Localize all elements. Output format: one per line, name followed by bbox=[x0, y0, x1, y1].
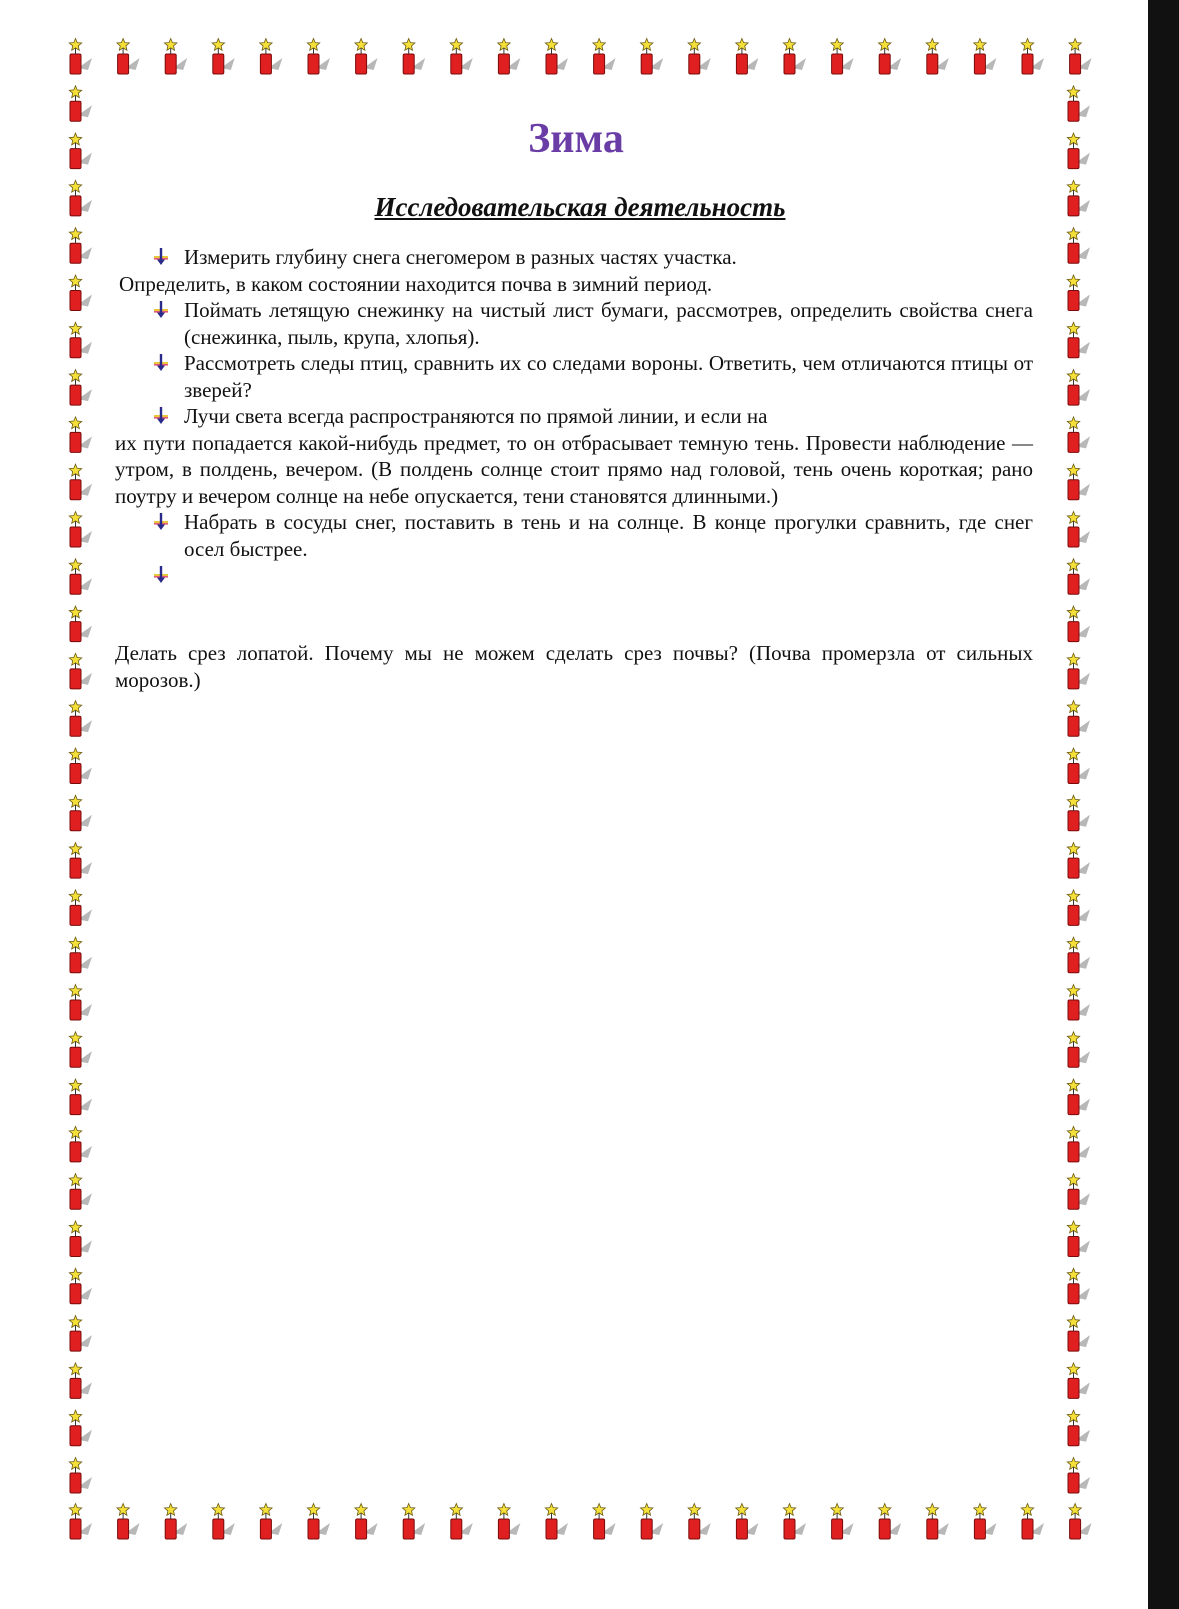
list-item: Поймать летящую снежинку на чистый лист бумаги, рассмотрев, определить свойства снега (снежинка, пыль, крупа, хлопья). bbox=[115, 297, 1033, 350]
firecracker-icon bbox=[974, 1504, 997, 1540]
firecracker-icon bbox=[69, 1079, 92, 1115]
arrow-bullet-icon bbox=[152, 248, 170, 266]
list-item: Рассмотреть следы птиц, сравнить их со следами вороны. Ответить, чем отличаются птицы от зверей? bbox=[115, 350, 1033, 403]
firecracker-icon bbox=[1067, 86, 1090, 122]
firecracker-icon bbox=[69, 653, 92, 689]
firecracker-icon bbox=[1067, 464, 1090, 500]
firecracker-icon bbox=[736, 39, 759, 75]
firecracker-icon bbox=[69, 985, 92, 1021]
firecracker-icon bbox=[212, 1504, 235, 1540]
firecracker-icon bbox=[1067, 417, 1090, 453]
firecracker-icon bbox=[1067, 748, 1090, 784]
firecracker-icon bbox=[1067, 795, 1090, 831]
firecracker-icon bbox=[69, 133, 92, 169]
firecracker-icon bbox=[1067, 1079, 1090, 1115]
firecracker-icon bbox=[783, 1504, 806, 1540]
firecracker-icon bbox=[879, 1504, 902, 1540]
firecracker-icon bbox=[69, 322, 92, 358]
firecracker-icon bbox=[545, 1504, 568, 1540]
firecracker-icon bbox=[545, 39, 568, 75]
firecracker-icon bbox=[641, 39, 664, 75]
firecracker-icon bbox=[1067, 1410, 1090, 1446]
firecracker-icon bbox=[1067, 228, 1090, 264]
firecracker-icon bbox=[498, 1504, 521, 1540]
firecracker-icon bbox=[926, 39, 949, 75]
firecracker-icon bbox=[69, 937, 92, 973]
document-body bbox=[115, 112, 1033, 693]
firecracker-icon bbox=[69, 890, 92, 926]
firecracker-icon bbox=[1067, 133, 1090, 169]
firecracker-icon bbox=[1067, 606, 1090, 642]
list-item: Измерить глубину снега снегомером в разных частях участка. bbox=[115, 244, 1033, 271]
firecracker-icon bbox=[69, 275, 92, 311]
paragraph: Делать срез лопатой. Почему мы не можем сделать срез почвы? (Почва промерзла от сильных морозов.) bbox=[115, 641, 1033, 692]
spacer bbox=[115, 588, 1033, 640]
firecracker-icon bbox=[1067, 1221, 1090, 1257]
firecracker-icon bbox=[69, 1221, 92, 1257]
firecracker-icon bbox=[69, 1410, 92, 1446]
firecracker-icon bbox=[69, 86, 92, 122]
firecracker-icon bbox=[355, 39, 378, 75]
firecracker-icon bbox=[1067, 701, 1090, 737]
firecracker-icon bbox=[1067, 937, 1090, 973]
firecracker-icon bbox=[69, 370, 92, 406]
firecracker-icon bbox=[69, 843, 92, 879]
firecracker-icon bbox=[688, 1504, 711, 1540]
firecracker-icon bbox=[1067, 322, 1090, 358]
firecracker-icon bbox=[1067, 843, 1090, 879]
firecracker-icon bbox=[69, 512, 92, 548]
firecracker-icon bbox=[307, 39, 330, 75]
firecracker-icon bbox=[1067, 275, 1090, 311]
firecracker-icon bbox=[1067, 1174, 1090, 1210]
arrow-bullet-icon bbox=[152, 566, 170, 584]
firecracker-icon bbox=[69, 1458, 92, 1494]
firecracker-icon bbox=[69, 1174, 92, 1210]
list-item: Лучи света всегда распространяются по прямой линии, и если на bbox=[115, 403, 1033, 430]
firecracker-icon bbox=[879, 39, 902, 75]
firecracker-icon bbox=[1067, 1032, 1090, 1068]
firecracker-icon bbox=[831, 1504, 854, 1540]
firecracker-icon bbox=[69, 1126, 92, 1162]
firecracker-icon bbox=[69, 1316, 92, 1352]
firecracker-icon bbox=[641, 1504, 664, 1540]
firecracker-icon bbox=[1021, 1504, 1044, 1540]
firecracker-icon bbox=[1067, 180, 1090, 216]
page-title: Зима bbox=[528, 116, 624, 162]
firecracker-icon bbox=[1067, 559, 1090, 595]
paragraph: Определить, в каком состоянии находится почва в зимний период. bbox=[119, 271, 713, 296]
firecracker-icon bbox=[736, 1504, 759, 1540]
firecracker-icon bbox=[1067, 1316, 1090, 1352]
arrow-bullet-icon bbox=[152, 407, 170, 425]
paragraph: их пути попадается какой-нибудь предмет, то он отбрасывает темную тень. Провести наблюдение — утром, в полдень, вечером. (В полдень солнце стоит прямо над головой, тень очень короткая; рано поутру и вечером солнце на небе опускается, тени становятся длинными.) bbox=[115, 430, 1033, 508]
firecracker-icon bbox=[1067, 1363, 1090, 1399]
firecracker-icon bbox=[974, 39, 997, 75]
firecracker-icon bbox=[1067, 512, 1090, 548]
firecracker-icon bbox=[1067, 890, 1090, 926]
firecracker-icon bbox=[831, 39, 854, 75]
firecracker-icon bbox=[117, 1504, 140, 1540]
firecracker-icon bbox=[1067, 1458, 1090, 1494]
firecracker-icon bbox=[498, 39, 521, 75]
firecracker-icon bbox=[69, 228, 92, 264]
firecracker-icon bbox=[403, 39, 426, 75]
firecracker-icon bbox=[307, 1504, 330, 1540]
firecracker-icon bbox=[926, 1504, 949, 1540]
firecracker-icon bbox=[1021, 39, 1044, 75]
firecracker-icon bbox=[1069, 1504, 1092, 1540]
firecracker-icon bbox=[260, 1504, 283, 1540]
firecracker-icon bbox=[1069, 39, 1092, 75]
firecracker-icon bbox=[69, 606, 92, 642]
firecracker-icon bbox=[1067, 370, 1090, 406]
firecracker-icon bbox=[69, 748, 92, 784]
firecracker-icon bbox=[69, 464, 92, 500]
firecracker-icon bbox=[69, 1032, 92, 1068]
firecracker-icon bbox=[1067, 653, 1090, 689]
arrow-bullet-icon bbox=[152, 301, 170, 319]
firecracker-icon bbox=[450, 1504, 473, 1540]
firecracker-icon bbox=[1067, 1268, 1090, 1304]
arrow-bullet-icon bbox=[152, 513, 170, 531]
firecracker-icon bbox=[69, 559, 92, 595]
firecracker-icon bbox=[165, 39, 188, 75]
firecracker-icon bbox=[1067, 1126, 1090, 1162]
arrow-bullet-icon bbox=[152, 354, 170, 372]
firecracker-icon bbox=[212, 39, 235, 75]
list-item bbox=[115, 562, 1033, 588]
list-item: Набрать в сосуды снег, поставить в тень и на солнце. В конце прогулки сравнить, где снег осел быстрее. bbox=[115, 509, 1033, 562]
firecracker-icon bbox=[450, 39, 473, 75]
firecracker-icon bbox=[69, 795, 92, 831]
firecracker-icon bbox=[69, 1504, 92, 1540]
firecracker-icon bbox=[593, 39, 616, 75]
firecracker-icon bbox=[688, 39, 711, 75]
firecracker-icon bbox=[69, 1363, 92, 1399]
firecracker-icon bbox=[403, 1504, 426, 1540]
firecracker-icon bbox=[165, 1504, 188, 1540]
firecracker-icon bbox=[69, 417, 92, 453]
firecracker-icon bbox=[117, 39, 140, 75]
firecracker-icon bbox=[1067, 985, 1090, 1021]
firecracker-icon bbox=[69, 701, 92, 737]
firecracker-icon bbox=[69, 39, 92, 75]
firecracker-icon bbox=[593, 1504, 616, 1540]
firecracker-icon bbox=[69, 1268, 92, 1304]
firecracker-icon bbox=[355, 1504, 378, 1540]
firecracker-icon bbox=[69, 180, 92, 216]
section-heading: Исследовательская деятельность bbox=[374, 192, 786, 222]
firecracker-icon bbox=[260, 39, 283, 75]
firecracker-icon bbox=[783, 39, 806, 75]
